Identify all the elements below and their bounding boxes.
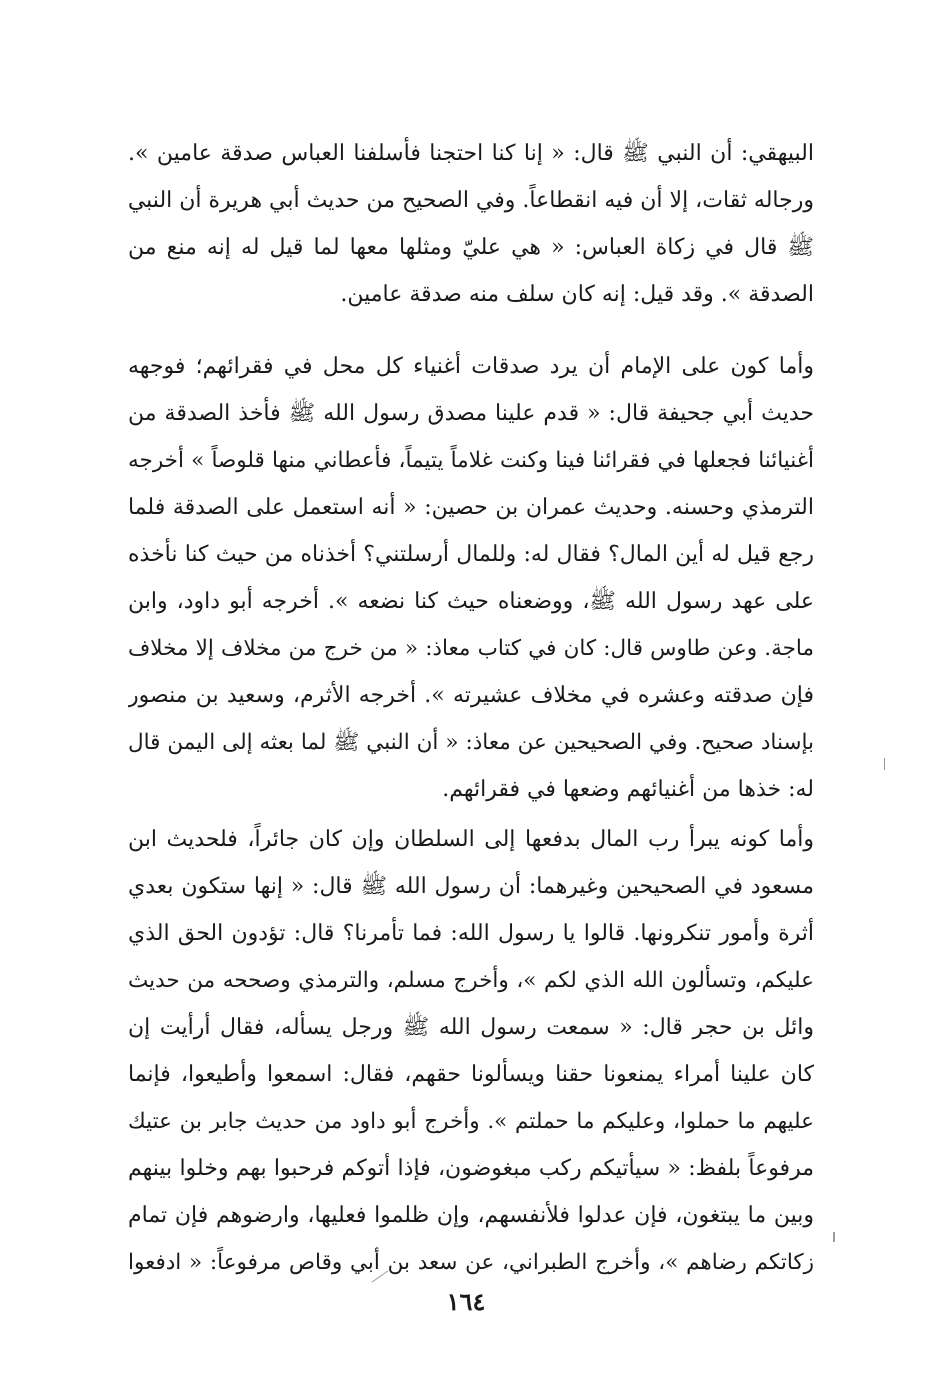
text-line: له: خذها من أغنيائهم وضعها في فقرائهم. xyxy=(442,777,814,802)
text-line: رجع قيل له أين المال؟ فقال له: وللمال أرسلتني؟ أخذناه من حيث كنا نأخذه xyxy=(128,542,814,567)
text-line: وأما كونه يبرأ رب المال بدفعها إلى السلطان وإن كان جائراً، فلحديث ابن xyxy=(128,827,814,852)
text-line: زكاتكم رضاهم »، وأخرج الطبراني، عن سعد بن أبي وقاص مرفوعاً: « ادفعوا xyxy=(128,1250,814,1275)
scan-speck xyxy=(884,758,885,770)
text-line: ماجة. وعن طاوس قال: كان في كتاب معاذ: « من خرج من مخلاف إلا مخلاف xyxy=(128,636,814,661)
text-line: أغنيائنا فجعلها في فقرائنا فينا وكنت غلاماً يتيماً، فأعطاني منها قلوصاً » أخرجه xyxy=(128,448,814,473)
text-line: مسعود في الصحيحين وغيرهما: أن رسول الله ﷺ قال: « إنها ستكون بعدي xyxy=(128,874,814,899)
text-line: عليكم، وتسألون الله الذي لكم »، وأخرج مسلم، والترمذي وصححه من حديث xyxy=(128,968,814,993)
text-line: وائل بن حجر قال: « سمعت رسول الله ﷺ ورجل يسأله، فقال أرأيت إن xyxy=(128,1015,814,1040)
scan-speck xyxy=(833,1232,835,1242)
text-line: ﷺ قال في زكاة العباس: « هي عليّ ومثلها معها لما قيل له إنه منع من xyxy=(128,235,814,260)
text-line: مرفوعاً بلفظ: « سيأتيكم ركب مبغوضون، فإذا أتوكم فرحبوا بهم وخلوا بينهم xyxy=(128,1156,814,1181)
text-line: فإن صدقته وعشره في مخلاف عشيرته ». أخرجه الأثرم، وسعيد بن منصور xyxy=(128,683,814,708)
page-number: ١٦٤ xyxy=(446,1287,486,1316)
paragraph-1 xyxy=(128,130,814,318)
text-line: الصدقة ». وقد قيل: إنه كان سلف منه صدقة عامين. xyxy=(340,282,814,307)
text-line: البيهقي: أن النبي ﷺ قال: « إنا كنا احتجنا فأسلفنا العباس صدقة عامين ». xyxy=(128,141,814,166)
text-line: الترمذي وحسنه. وحديث عمران بن حصين: « أنه استعمل على الصدقة فلما xyxy=(128,495,814,520)
text-line: وأما كون على الإمام أن يرد صدقات أغنياء كل محل في فقرائهم؛ فوجهه xyxy=(128,354,814,379)
paragraph-2 xyxy=(128,343,814,813)
paragraph-3 xyxy=(128,816,814,1286)
text-line: أثرة وأمور تنكرونها. قالوا يا رسول الله: فما تأمرنا؟ قال: تؤدون الحق الذي xyxy=(128,921,814,946)
text-line: وبين ما يبتغون، فإن عدلوا فلأنفسهم، وإن ظلموا فعليها، وارضوهم فإن تمام xyxy=(128,1203,814,1228)
text-line: حديث أبي جحيفة قال: « قدم علينا مصدق رسول الله ﷺ فأخذ الصدقة من xyxy=(128,401,814,426)
text-line: عليهم ما حملوا، وعليكم ما حملتم ». وأخرج أبو داود من حديث جابر بن عتيك xyxy=(128,1109,814,1134)
text-line: على عهد رسول الله ﷺ، ووضعناه حيث كنا نضعه ». أخرجه أبو داود، وابن xyxy=(128,589,814,614)
text-line: بإسناد صحيح. وفي الصحيحين عن معاذ: « أن النبي ﷺ لما بعثه إلى اليمن قال xyxy=(128,730,814,755)
text-line: كان علينا أمراء يمنعونا حقنا ويسألونا حقهم، فقال: اسمعوا وأطيعوا، فإنما xyxy=(128,1062,814,1087)
text-line: ورجاله ثقات، إلا أن فيه انقطاعاً. وفي الصحيح من حديث أبي هريرة أن النبي xyxy=(128,188,814,213)
